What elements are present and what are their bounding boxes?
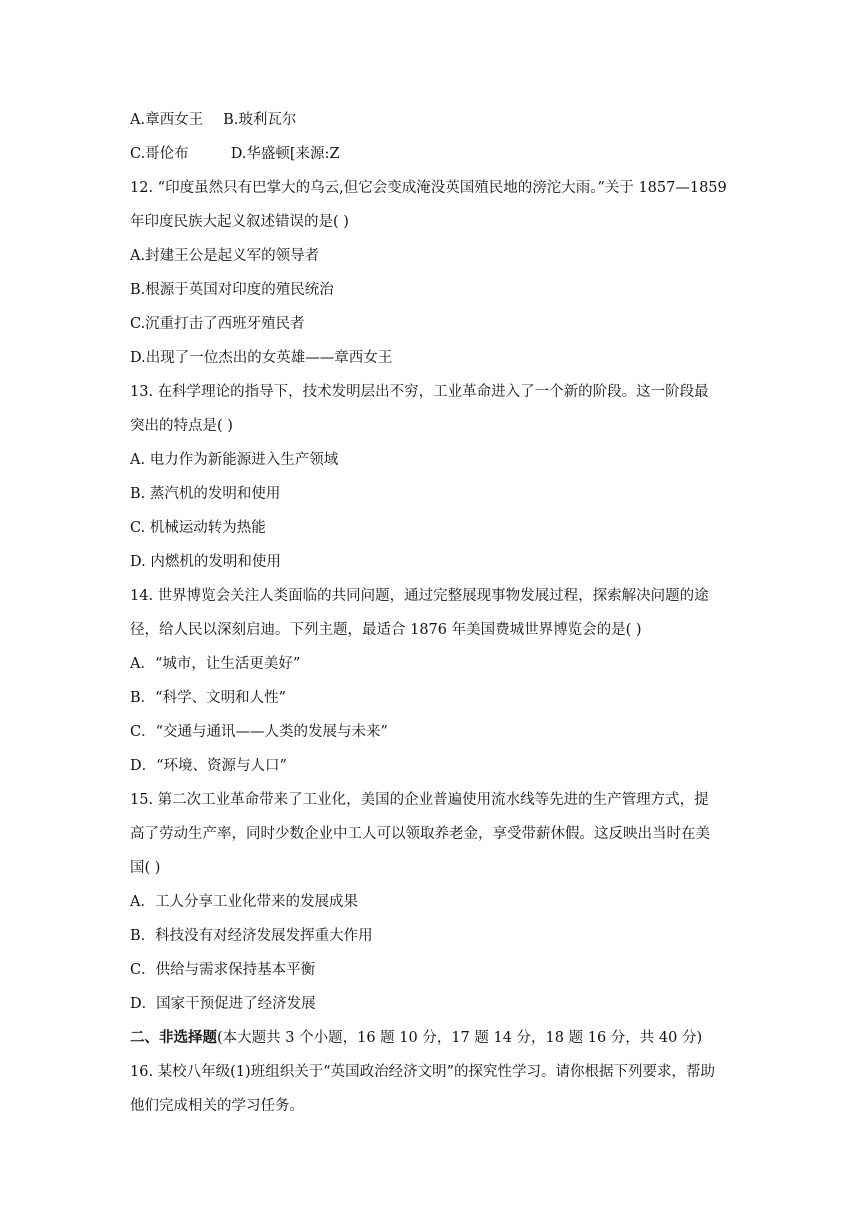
q12-stem-line-1: 12. “印度虽然只有巴掌大的乌云,但它会变成淹没英国殖民地的滂沱大雨。”关于 1857—1859 bbox=[130, 180, 727, 196]
q12-stem-line-2: 年印度民族大起义叙述错误的是( ) bbox=[130, 214, 349, 230]
q14-stem-line-1: 14. 世界博览会关注人类面临的共同问题，通过完整展现事物发展过程，探索解决问题的途 bbox=[130, 588, 709, 604]
q15-option-a: A．工人分享工业化带来的发展成果 bbox=[130, 894, 358, 910]
q15-option-c: C．供给与需求保持基本平衡 bbox=[130, 962, 316, 978]
q16-stem-line-2: 他们完成相关的学习任务。 bbox=[130, 1098, 304, 1114]
q15-stem-line-2: 高了劳动生产率，同时少数企业中工人可以领取养老金，享受带薪休假。这反映出当时在美 bbox=[130, 826, 710, 842]
q13-option-a: A. 电力作为新能源进入生产领域 bbox=[130, 452, 339, 468]
q15-stem-line-3: 国( ) bbox=[130, 860, 161, 876]
q14-stem-line-2: 径，给人民以深刻启迪。下列主题，最适合 1876 年美国费城世界博览会的是( ) bbox=[130, 622, 642, 638]
q12-option-b: B.根源于英国对印度的殖民统治 bbox=[130, 282, 334, 298]
q13-option-c: C. 机械运动转为热能 bbox=[130, 520, 266, 536]
q13-option-d: D. 内燃机的发明和使用 bbox=[130, 554, 281, 570]
q11-option-d: D.华盛顿[来源:Z bbox=[230, 146, 340, 162]
q11-options-row-2 bbox=[130, 144, 340, 164]
q14-option-d: D．“环境、资源与人口” bbox=[130, 758, 287, 774]
q15-stem-line-1: 15. 第二次工业革命带来了工业化，美国的企业普遍使用流水线等先进的生产管理方式，提 bbox=[130, 792, 709, 808]
q13-stem-line-2: 突出的特点是( ) bbox=[130, 418, 233, 434]
q12-option-d: D.出现了一位杰出的女英雄——章西女王 bbox=[130, 350, 393, 366]
q11-options-row-1 bbox=[130, 110, 296, 130]
q16-stem-line-1: 16. 某校八年级(1)班组织关于“英国政治经济文明”的探究性学习。请你根据下列要求，帮助 bbox=[130, 1064, 716, 1080]
q11-option-b: B.玻利瓦尔 bbox=[223, 112, 297, 128]
q13-stem-line-1: 13. 在科学理论的指导下，技术发明层出不穷，工业革命进入了一个新的阶段。这一阶段最 bbox=[130, 384, 709, 400]
q14-option-a: A．“城市，让生活更美好” bbox=[130, 656, 301, 672]
q14-option-c: C．“交通与通讯——人类的发展与未来” bbox=[130, 724, 388, 740]
q12-option-a: A.封建王公是起义军的领导者 bbox=[130, 248, 320, 264]
section-2-header bbox=[130, 1028, 702, 1048]
q14-option-b: B．“科学、文明和人性” bbox=[130, 690, 286, 706]
q12-option-c: C.沉重打击了西班牙殖民者 bbox=[130, 316, 305, 332]
q11-option-c: C.哥伦布 bbox=[130, 146, 189, 162]
section-2-note: (本大题共 3 个小题，16 题 10 分，17 题 14 分，18 题 16 分，共 40 分) bbox=[217, 1030, 703, 1046]
q11-option-a: A.章西女王 bbox=[130, 112, 204, 128]
q13-option-b: B. 蒸汽机的发明和使用 bbox=[130, 486, 281, 502]
q15-option-b: B．科技没有对经济发展发挥重大作用 bbox=[130, 928, 373, 944]
section-2-heading: 二、非选择题 bbox=[130, 1029, 217, 1046]
q15-option-d: D．国家干预促进了经济发展 bbox=[130, 996, 316, 1012]
